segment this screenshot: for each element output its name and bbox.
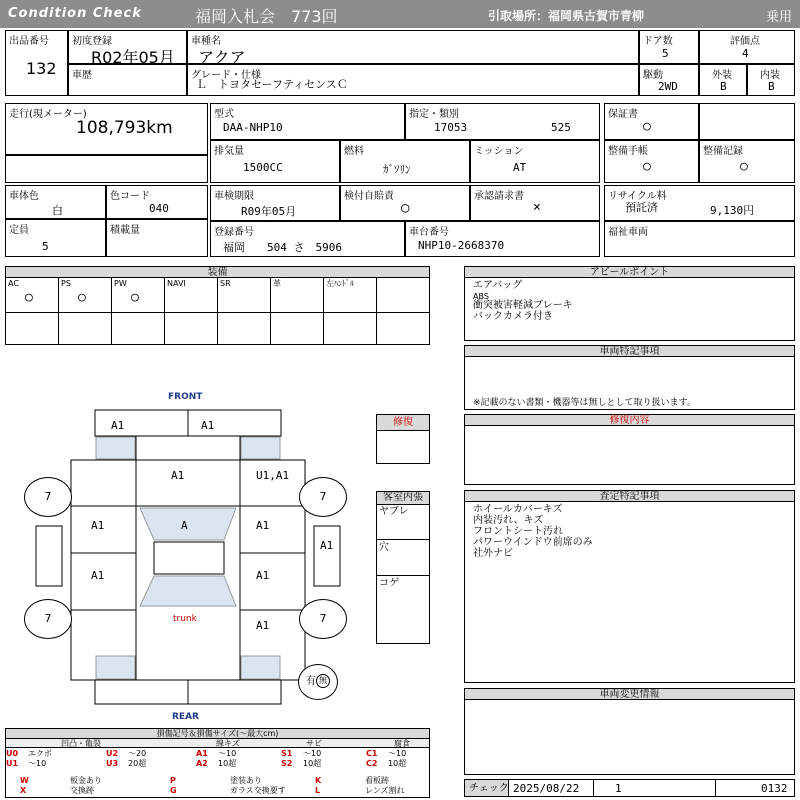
record-value: ○	[740, 159, 748, 174]
chassis-label: 車台番号	[409, 227, 449, 238]
appeal-line: 衝突被害軽減ブレーキ	[473, 300, 573, 311]
cabin-title: 客室内張	[377, 492, 429, 505]
model-value: DAA-NHP10	[223, 121, 283, 134]
drive-label: 駆動	[643, 70, 663, 81]
record-label: 整備記録	[703, 146, 743, 157]
legend-code: U1	[6, 759, 19, 768]
tire-front-right: 7	[299, 477, 347, 517]
warranty-extra-cell	[699, 103, 795, 140]
equipment-value: ○	[78, 290, 86, 305]
equipment-divider	[323, 277, 324, 345]
inspection-line: 社外ナビ	[473, 548, 513, 559]
inspect-label: 車検期限	[214, 191, 254, 202]
load-label: 積載量	[110, 225, 140, 236]
displacement-value: 1500CC	[243, 161, 283, 174]
lot-number-cell	[5, 30, 68, 96]
mark-door-lf: A1	[91, 519, 105, 532]
inspect-cell	[210, 185, 340, 221]
capacity-cell	[5, 219, 106, 257]
int-label: 内装	[760, 70, 780, 81]
approval-value: ×	[533, 200, 541, 215]
drive-value: 2WD	[658, 80, 678, 93]
inspect-value: R09年05月	[241, 205, 297, 218]
auction-name: 福岡入札会 773回	[195, 7, 338, 26]
legend-group: 線キズ	[216, 739, 240, 748]
record-cell	[699, 140, 795, 183]
int-value: B	[768, 80, 775, 93]
mark-door-rr: A1	[256, 569, 270, 582]
capacity-value: 5	[42, 240, 49, 253]
front-label: FRONT	[168, 392, 203, 402]
legend-group: サビ	[306, 739, 322, 748]
registration-cell	[210, 221, 405, 257]
doors-label: ドア数	[643, 36, 673, 47]
ext-label: 外装	[712, 70, 732, 81]
trunk-label: trunk	[173, 614, 197, 624]
ext-value: B	[720, 80, 727, 93]
equipment-divider	[58, 277, 59, 345]
appeal-title: アピールポイント	[464, 266, 795, 278]
legend-code: U3	[106, 759, 119, 768]
legend-desc: ガラス交換要す	[230, 786, 286, 795]
spare-mark: 無	[316, 674, 330, 688]
check-code: 0132	[761, 782, 788, 795]
vehicle-category: 乗用	[766, 10, 793, 25]
equipment-label: SR	[220, 279, 231, 288]
fuel-cell	[340, 140, 470, 183]
special-panel	[464, 356, 795, 410]
registration-label: 登録番号	[214, 227, 254, 238]
warranty-value: ○	[643, 119, 651, 134]
mission-cell	[470, 140, 600, 183]
chassis-cell	[405, 221, 600, 257]
mark-hood: A1	[171, 469, 185, 482]
color-code-value: 040	[149, 202, 169, 215]
legend-desc: 板金あり	[70, 776, 102, 785]
special-title: 車両特記事項	[464, 345, 795, 357]
color-value: 白	[52, 204, 63, 217]
header-bar	[0, 0, 800, 28]
mileage-label: 走行(現メーター)	[9, 109, 87, 120]
legend-code: C2	[366, 759, 378, 768]
change-title: 車両変更情報	[464, 688, 795, 700]
equipment-divider	[217, 277, 218, 345]
cabin-box	[376, 491, 430, 644]
spare-tire	[298, 664, 338, 700]
cabin-item: 穴	[379, 542, 389, 553]
tire-front-left: 7	[24, 477, 72, 517]
equipment-divider	[376, 277, 377, 345]
car-name-label: 車種名	[191, 36, 221, 47]
recycle-label: リサイクル料	[608, 191, 667, 202]
mark-front-right: A1	[201, 419, 215, 432]
spec-label: 指定・類別	[409, 109, 459, 120]
mark-door-rf: A1	[256, 519, 270, 532]
equipment-label: 左ﾊﾝﾄﾞﾙ	[326, 279, 354, 288]
equipment-title: 装備	[5, 266, 430, 278]
pickup-location: 引取場所：福岡県古賀市青柳	[488, 9, 645, 23]
color-cell	[5, 185, 106, 219]
lot-number: 132	[26, 59, 57, 78]
legend-desc: エクボ	[28, 749, 52, 758]
legend-code: A1	[196, 749, 208, 758]
equipment-label: 革	[273, 279, 281, 288]
legend-desc: レンズ割れ	[365, 786, 405, 795]
inspection-line: ホイールカバーキズ	[473, 504, 563, 515]
doors-value: 5	[662, 47, 669, 60]
ext-cell	[699, 64, 747, 96]
history-cell	[68, 64, 187, 96]
welfare-label: 福祉車両	[608, 227, 648, 238]
registration-value: 福岡 504 さ 5906	[223, 241, 342, 254]
inspection-line: パワーウインドウ前席のみ	[473, 537, 593, 548]
sheet-title: Condition Check	[8, 6, 142, 21]
repair-side-label: 修復	[377, 415, 429, 431]
cabin-item: ヤブレ	[379, 506, 409, 517]
recycle-cell	[604, 185, 795, 221]
manual-cell	[604, 140, 699, 183]
equipment-value: ○	[25, 290, 33, 305]
tire-rear-left: 7	[24, 599, 72, 639]
first-reg-cell	[68, 30, 187, 67]
model-cell	[210, 103, 405, 140]
legend-code: S1	[281, 749, 293, 758]
legend-code: K	[315, 776, 322, 785]
legend-desc: 塗装あり	[230, 776, 262, 785]
load-cell	[106, 219, 208, 257]
displacement-label: 排気量	[214, 146, 244, 157]
legend-title: 損傷記号＆損傷サイズ(〜最大cm)	[6, 729, 429, 739]
doors-cell	[639, 30, 699, 64]
legend-code: G	[170, 786, 177, 795]
insurance-label: 検付自賠責	[344, 191, 394, 202]
legend-code: S2	[281, 759, 293, 768]
mark-fender-right: U1,A1	[256, 469, 290, 482]
warranty-cell	[604, 103, 699, 140]
equipment-label: NAVI	[167, 279, 186, 288]
equipment-divider	[111, 277, 112, 345]
approval-cell	[470, 185, 600, 221]
first-reg-value: R02年05月	[91, 48, 175, 67]
mission-value: AT	[513, 161, 527, 174]
grade-value: Ｌ トヨタセーフティセンスＣ	[196, 78, 348, 91]
color-code-cell	[106, 185, 208, 219]
appeal-line: エアバッグ	[473, 280, 523, 291]
appeal-line: バックカメラ付き	[473, 311, 553, 322]
welfare-cell	[604, 221, 795, 257]
spec-value-2: 525	[551, 121, 571, 134]
legend-desc: 10超	[388, 759, 407, 768]
rear-label: REAR	[172, 712, 199, 722]
tire-rear-right: 7	[299, 599, 347, 639]
equipment-label: PS	[61, 279, 71, 288]
footer-bar	[464, 779, 795, 797]
legend-code: A2	[196, 759, 208, 768]
displacement-cell	[210, 140, 340, 183]
mark-side-right: A1	[320, 539, 334, 552]
manual-label: 整備手帳	[608, 146, 648, 157]
car-name: アクア	[198, 48, 246, 67]
inspection-line: 内装汚れ、キズ	[473, 515, 544, 526]
legend-code: P	[170, 776, 176, 785]
legend-desc: 〜10	[28, 759, 47, 768]
mission-label: ミッション	[474, 146, 524, 157]
legend-desc: 〜10	[388, 749, 407, 758]
score-value: 4	[742, 47, 749, 60]
inspection-panel	[464, 501, 795, 683]
car-name-cell	[187, 30, 639, 67]
repair-panel	[464, 425, 795, 485]
repair-side-box	[376, 414, 430, 464]
first-reg-label: 初度登録	[72, 36, 112, 47]
equipment-value: ○	[131, 290, 139, 305]
legend-code: W	[20, 776, 29, 785]
legend-group: 凹凸・亀裂	[61, 739, 101, 748]
legend-code: L	[315, 786, 321, 795]
cabin-item: コゲ	[379, 578, 399, 589]
legend-desc: 交換跡	[70, 786, 94, 795]
check-date: 2025/08/22	[513, 782, 580, 795]
mark-roof: A	[181, 519, 188, 532]
int-cell	[747, 64, 795, 96]
equipment-divider	[164, 277, 165, 345]
lot-number-label: 出品番号	[9, 36, 49, 47]
grade-cell	[187, 64, 639, 96]
recycle-amount: 9,130円	[710, 204, 755, 217]
fuel-label: 燃料	[344, 146, 364, 157]
legend-code: U2	[106, 749, 119, 758]
mileage-extra-cell	[5, 155, 208, 183]
spec-value-1: 17053	[434, 121, 468, 134]
legend-desc: 20超	[128, 759, 147, 768]
spare-label: 有	[306, 676, 316, 687]
insurance-value: ○	[401, 200, 410, 216]
grade-label: グレード・仕様	[191, 70, 261, 81]
legend-desc: 10超	[218, 759, 237, 768]
mark-quarter-right: A1	[256, 619, 270, 632]
insurance-cell	[340, 185, 470, 221]
color-code-label: 色コード	[110, 191, 150, 202]
warranty-label: 保証書	[608, 109, 638, 120]
recycle-status: 預託済	[625, 201, 658, 214]
change-panel	[464, 699, 795, 775]
appeal-panel	[464, 277, 795, 341]
legend-code: C1	[366, 749, 378, 758]
equipment-label: AC	[8, 279, 19, 288]
legend-desc: 看板跡	[365, 776, 389, 785]
model-label: 型式	[214, 109, 234, 120]
history-label: 車歴	[72, 70, 92, 81]
score-label: 評価点	[730, 36, 760, 47]
check-number: 1	[615, 782, 622, 795]
equipment-divider	[270, 277, 271, 345]
score-cell	[699, 30, 795, 64]
manual-value: ○	[643, 159, 651, 174]
mark-door-lr: A1	[91, 569, 105, 582]
legend-desc: 〜20	[128, 749, 147, 758]
legend-desc: 〜10	[218, 749, 237, 758]
legend-group: 腐食	[394, 739, 410, 748]
equipment-label: PW	[114, 279, 127, 288]
mark-front-left: A1	[111, 419, 125, 432]
fuel-value: ｶﾞｿﾘﾝ	[383, 163, 411, 176]
special-note: ※記載のない書類・機器等は無しとして取り扱います。	[473, 398, 696, 408]
legend-desc: 〜10	[303, 749, 322, 758]
capacity-label: 定員	[9, 225, 29, 236]
mileage-cell	[5, 103, 208, 155]
mileage-value: 108,793km	[76, 118, 173, 138]
drive-cell	[639, 64, 699, 96]
legend-desc: 10超	[303, 759, 322, 768]
inspection-line: フロントシート汚れ	[473, 526, 563, 537]
chassis-value: NHP10-2668370	[418, 239, 505, 252]
repair-title: 修復内容	[464, 414, 795, 426]
inspection-title: 査定特記事項	[464, 490, 795, 502]
legend-code: X	[20, 786, 27, 795]
color-label: 車体色	[9, 191, 39, 202]
approval-label: 承認請求書	[474, 191, 524, 202]
spec-cell	[405, 103, 600, 140]
legend-code: U0	[6, 749, 19, 758]
appeal-line: ABS	[473, 292, 489, 301]
check-label: チェック	[469, 783, 509, 794]
